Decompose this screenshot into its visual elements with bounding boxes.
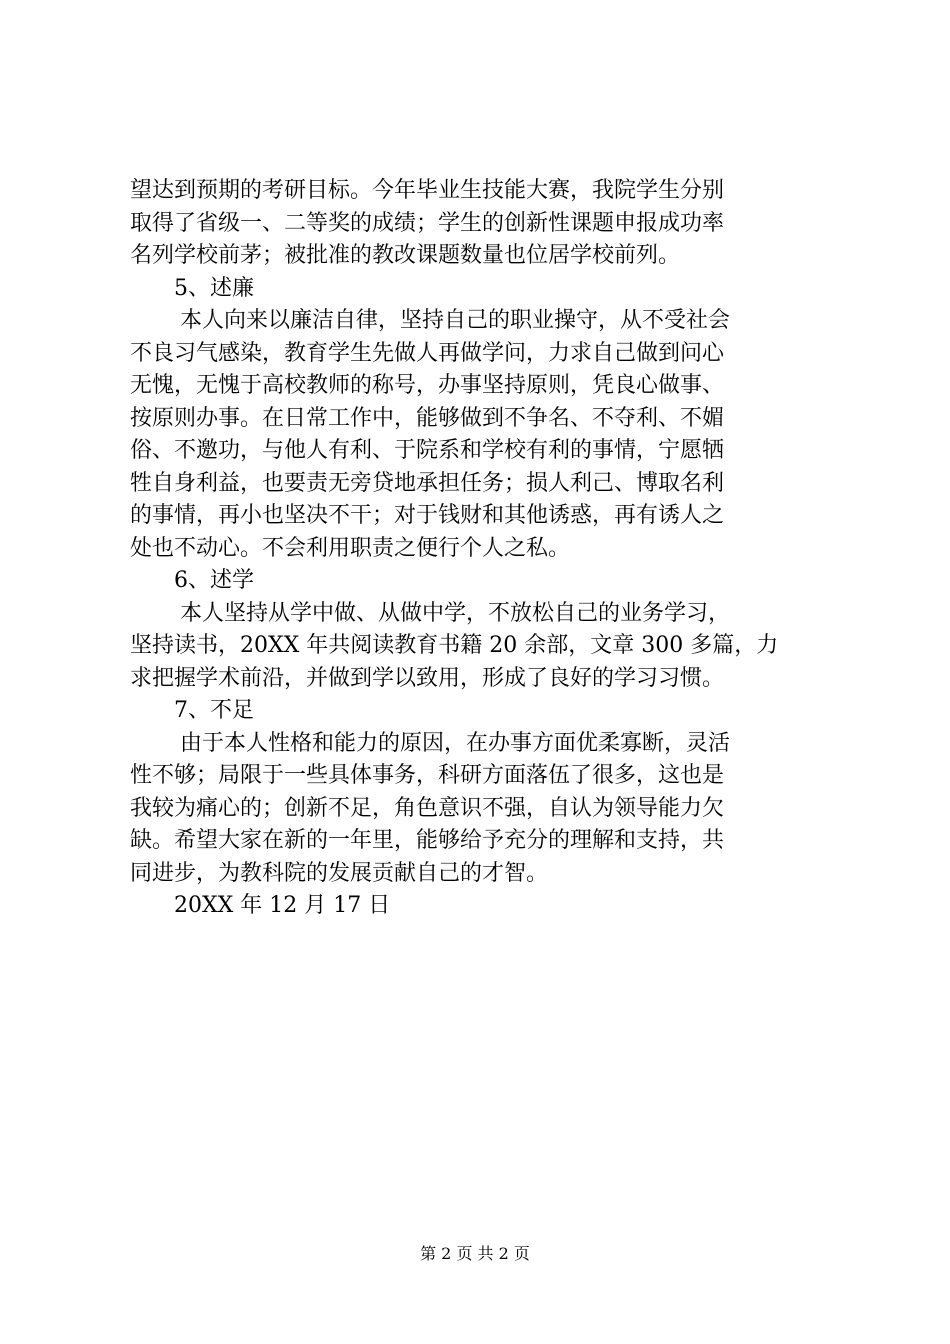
- section-heading: 7、不足: [174, 698, 254, 723]
- paragraph-line: 按原则办事。在日常工作中，能够做到不争名、不夺利、不媚: [130, 405, 725, 431]
- paragraph-line: 缺。希望大家在新的一年里，能够给予充分的理解和支持，共: [130, 828, 725, 853]
- paragraph-line: 坚持读书，20XX 年共阅读教育书籍 20 余部，文章 300 多篇，力: [130, 633, 779, 658]
- section-heading: 6、述学: [174, 568, 254, 593]
- paragraph-line: 望达到预期的考研目标。今年毕业生技能大赛，我院学生分别: [130, 178, 725, 203]
- paragraph-line: 本人坚持从学中做、从做中学，不放松自己的业务学习，: [180, 600, 731, 626]
- paragraph-line: 处也不动心。不会利用职责之便行个人之私。: [130, 535, 571, 561]
- paragraph-line: 无愧，无愧于高校教师的称号，办事坚持原则，凭良心做事、: [130, 373, 725, 398]
- paragraph-line: 牲自身利益，也要责无旁贷地承担任务；损人利己、博取名利: [130, 470, 725, 496]
- document-body: [130, 175, 830, 923]
- page-number-footer: 第 2 页 共 2 页: [420, 1244, 530, 1263]
- paragraph-line: 名列学校前茅；被批准的教改课题数量也位居学校前列。: [130, 243, 681, 268]
- paragraph-line: 俗、不邀功，与他人有利、于院系和学校有利的事情，宁愿牺: [130, 438, 725, 463]
- paragraph-line: 由于本人性格和能力的原因，在办事方面优柔寡断，灵活: [180, 730, 731, 756]
- paragraph-line: 的事情，再小也坚决不干；对于钱财和其他诱惑，再有诱人之: [130, 503, 725, 528]
- document-date: 20XX 年 12 月 17 日: [174, 893, 391, 918]
- section-heading: 5、述廉: [174, 275, 254, 301]
- paragraph-line: 本人向来以廉洁自律，坚持自己的职业操守，从不受社会: [180, 308, 731, 333]
- paragraph-line: 不良习气感染，教育学生先做人再做学问，力求自己做到问心: [130, 340, 725, 366]
- paragraph-line: 我较为痛心的；创新不足，角色意识不强，自认为领导能力欠: [130, 795, 725, 821]
- paragraph-line: 取得了省级一、二等奖的成绩；学生的创新性课题申报成功率: [130, 210, 725, 236]
- paragraph-line: 求把握学术前沿，并做到学以致用，形成了良好的学习习惯。: [130, 665, 725, 691]
- paragraph-line: 同进步，为教科院的发展贡献自己的才智。: [130, 860, 549, 886]
- paragraph-line: 性不够；局限于一些具体事务，科研方面落伍了很多，这也是: [130, 763, 725, 788]
